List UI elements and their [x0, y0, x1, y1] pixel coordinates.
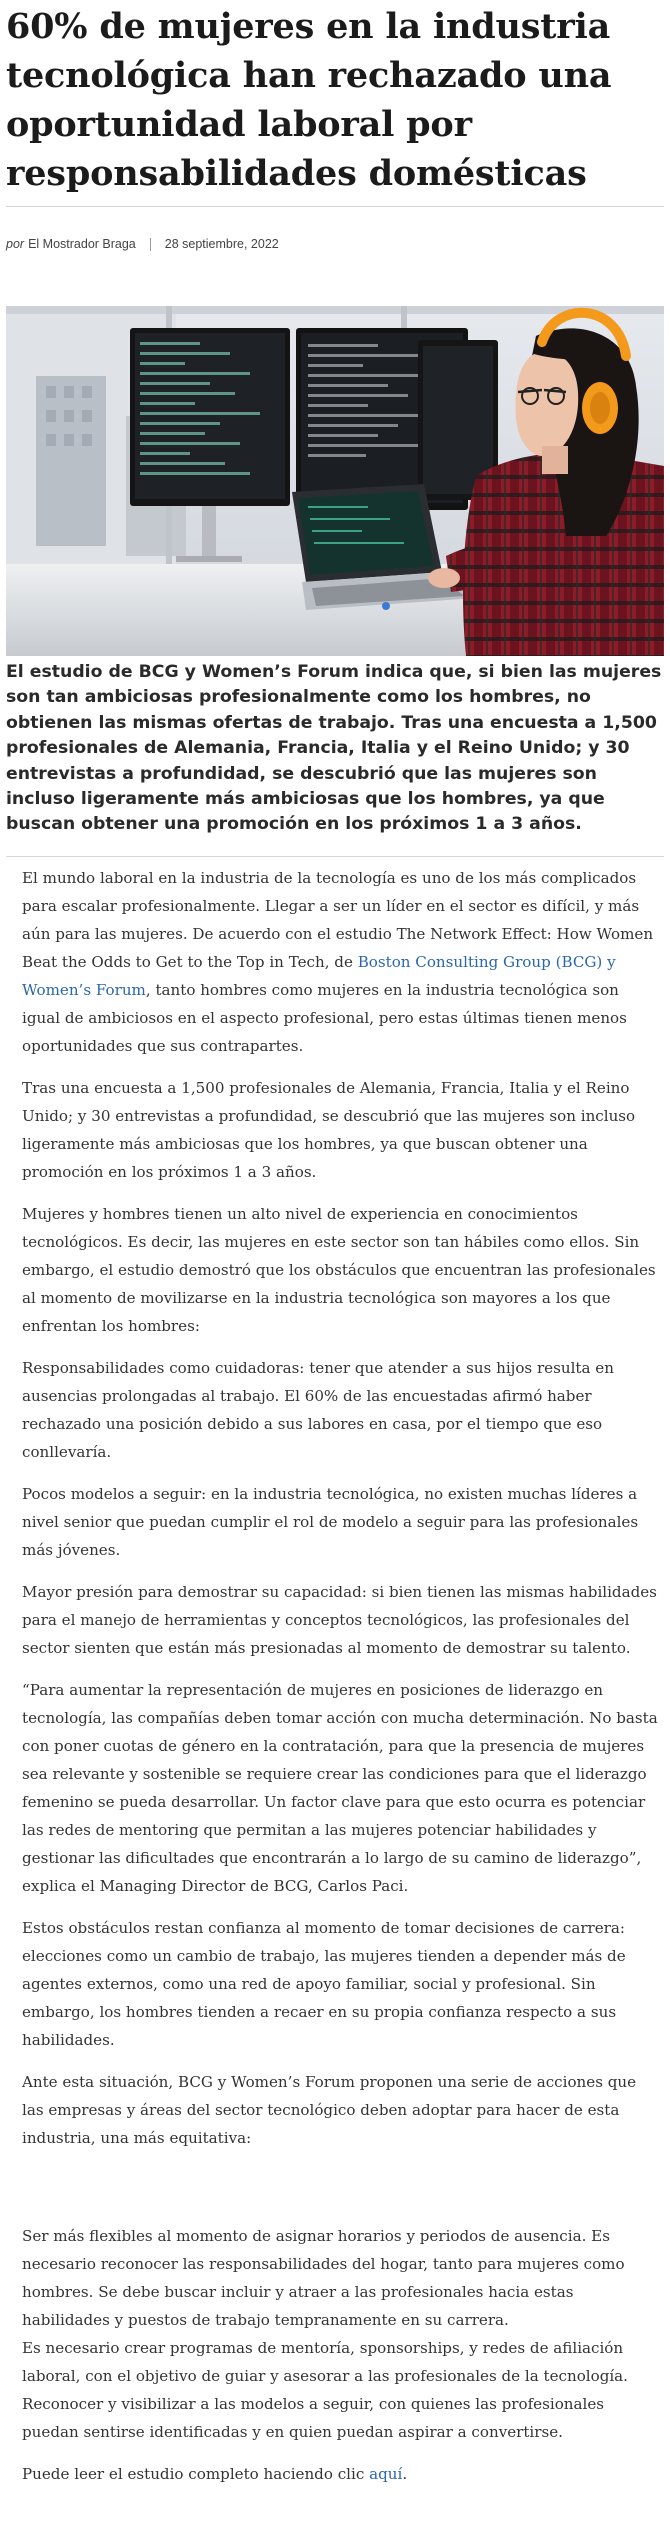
lead-divider [6, 856, 664, 857]
paragraph-text: El mundo laboral en la industria de la tecnología es uno de los más complicados para escalar profesionalmente. Llegar a ser un líder en el sector es difícil, y más aún para las mujeres. De acuerdo con el estudio The Network Effect: How Women Beat the Odds to Get to the Top in Tech, de [22, 869, 654, 971]
bcg-womens-forum-link[interactable]: Boston Consulting Group (BCG) y Women’s Forum [22, 953, 616, 999]
paragraph: Estos obstáculos restan confianza al momento de tomar decisiones de carrera: elecciones como un cambio de trabajo, las mujeres tienden a depender más de agentes externos, como una red de apoyo familiar, social y profesional. Sin embargo, los hombres tienden a recaer en su propia confianza respecto a sus habilidades. [22, 1919, 626, 2049]
paragraph: Ser más flexibles al momento de asignar horarios y periodos de ausencia. Es necesario reconocer las responsabilidades del hogar, tanto para mujeres como hombres. Se debe buscar incluir y atraer a las profesionales hacia estas habilidades y puestos de trabajo tempranamente en su carrera. [22, 2227, 625, 2329]
article-title: 60% de mujeres en la industria tecnológica han rechazado una oportunidad laboral por responsabilidades domésticas [6, 6, 612, 194]
paragraph-text: . [402, 2465, 408, 2483]
title-divider [6, 206, 664, 207]
paragraph: Tras una encuesta a 1,500 profesionales de Alemania, Francia, Italia y el Reino Unido; y 30 entrevistas a profundidad, se descubrió que las mujeres son incluso ligeramente más ambiciosas que los hombres, ya que buscan obtener una promoción en los próximos 1 a 3 años. [22, 1079, 636, 1181]
hero-photo-woman-at-computer [6, 306, 664, 656]
paragraph: Pocos modelos a seguir: en la industria tecnológica, no existen muchas líderes a nivel senior que puedan cumplir el rol de modelo a seguir para las profesionales más jóvenes. [22, 1485, 639, 1559]
byline [6, 234, 279, 254]
spacer [22, 2166, 658, 2222]
publish-date: 28 septiembre, 2022 [164, 237, 279, 251]
author-name[interactable]: El Mostrador Braga [28, 237, 136, 251]
byline-separator [150, 238, 151, 251]
article-body [22, 864, 658, 2502]
paragraph: Mayor presión para demostrar su capacidad: si bien tienen las mismas habilidades para el manejo de herramientas y conceptos tecnológicos, las profesionales del sector sienten que están más presionadas al momento de demostrar su talento. [22, 1583, 657, 1657]
byline-prefix: por [6, 237, 25, 251]
paragraph: Es necesario crear programas de mentoría, sponsorships, y redes de afiliación laboral, con el objetivo de guiar y asesorar a las profesionales de la tecnología. Reconocer y visibilizar a las modelos a seguir, con quienes las profesionales puedan sentirse identificadas y en quien puedan aspirar a convertirse. [22, 2339, 628, 2441]
paragraph [22, 2460, 658, 2488]
quote-paragraph: “Para aumentar la representación de mujeres en posiciones de liderazgo en tecnología, las compañías deben tomar acción con mucha determinación. No basta con poner cuotas de género en la contratación, para que la presencia de mujeres sea relevante y sostenible se requiere crear las condiciones para que el liderazgo femenino se pueda desarrollar. Un factor clave para que esto ocurra es potenciar las redes de mentoring que permitan a las mujeres potenciar habilidades y gestionar las dificultades que encontrarán a lo largo de su camino de liderazgo”, explica el Managing Director de BCG, Carlos Paci. [22, 1681, 658, 1895]
paragraph [22, 864, 658, 1060]
paragraph: Mujeres y hombres tienen un alto nivel de experiencia en conocimientos tecnológicos. Es decir, las mujeres en este sector son tan hábiles como ellos. Sin embargo, el estudio demostró que los obstáculos que encuentran las profesionales al momento de movilizarse en la industria tecnológica son mayores a los que enfrentan los hombres: [22, 1205, 656, 1335]
hero-image [6, 306, 664, 656]
article-lead: El estudio de BCG y Women’s Forum indica que, si bien las mujeres son tan ambiciosas profesionalmente como los hombres, no obtienen las mismas ofertas de trabajo. Tras una encuesta a 1,500 profesionales de Alemania, Francia, Italia y el Reino Unido; y 30 entrevistas a profundidad, se descubrió que las mujeres son incluso ligeramente más ambiciosas que los hombres, ya que buscan obtener una promoción en los próximos 1 a 3 años. [6, 662, 662, 835]
paragraph-text: , tanto hombres como mujeres en la industria tecnológica son igual de ambiciosos en el aspecto profesional, pero estas últimas tienen menos oportunidades que sus contrapartes. [22, 981, 627, 1055]
study-link[interactable]: aquí [369, 2465, 403, 2483]
paragraph-text: Puede leer el estudio completo haciendo clic [22, 2465, 370, 2483]
paragraph: Ante esta situación, BCG y Women’s Forum proponen una serie de acciones que las empresas y áreas del sector tecnológico deben adoptar para hacer de esta industria, una más equitativa: [22, 2073, 637, 2147]
paragraph: Responsabilidades como cuidadoras: tener que atender a sus hijos resulta en ausencias prolongadas al trabajo. El 60% de las encuestadas afirmó haber rechazado una posición debido a sus labores en casa, por el tiempo que eso conllevaría. [22, 1359, 614, 1461]
